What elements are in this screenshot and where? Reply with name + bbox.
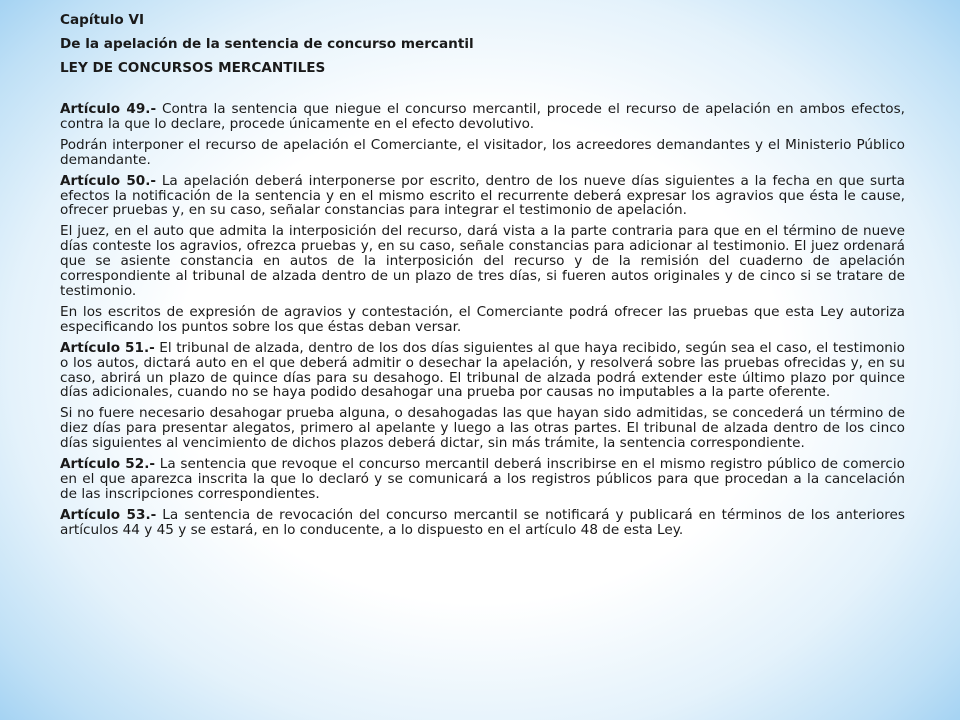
paragraph-text: Si no fuere necesario desahogar prueba alguna, o desahogadas las que hayan sido admitidas, se concederá un término de diez días para presentar alegatos, primero al apelante y luego a las otras partes. El tribunal de alzada dentro de los cinco días siguientes al vencimiento de dichos plazos deberá dictar, sin más trámite, la sentencia correspondiente.: [60, 405, 905, 452]
paragraph-text: La apelación deberá interponerse por escrito, dentro de los nueve días siguientes a la fecha en que surta efectos la notificación de la sentencia y en el mismo escrito el recurrente deberá expresar los agravios que ésta le cause, ofrecer pruebas y, en su caso, señalar constancias para integrar el testimonio de apelación.: [60, 172, 906, 219]
paragraph-text: El tribunal de alzada, dentro de los dos días siguientes al que haya recibido, según sea el caso, el testimonio o los autos, dictará auto en el que deberá admitir o desechar la apelación, y resolverá sobre las pruebas ofrecidas y, en su caso, abrirá un plazo de quince días para su desahogo. El tribunal de alzada podrá extender este último plazo por quince días adicionales, cuando no se haya podido desahogar una prueba por causas no imputables a la parte oferente.: [60, 339, 905, 401]
article-52-paragraph: [60, 457, 905, 502]
article-50-evidence-paragraph: [60, 305, 905, 335]
article-49-paragraph: [60, 102, 905, 132]
slide-content: [60, 12, 905, 712]
paragraph-text: La sentencia que revoque el concurso mercantil deberá inscribirse en el mismo registro público de comercio en el que aparezca inscrita la que lo declaró y se comunicará a los registros públicos para que procedan a la cancelación de las inscripciones correspondientes.: [60, 456, 905, 502]
article-label: Artículo 52.-: [60, 456, 156, 473]
paragraph-text: El juez, en el auto que admita la interposición del recurso, dará vista a la parte contraria para que en el término de nueve días conteste los agravios, ofrezca pruebas y, en su caso, señale constancias para adicionar al testimonio. El juez ordenará que se asiente constancia en autos de la interposición del recurso y de la remisión del cuaderno de apelación correspondiente al tribunal de alzada dentro de un plazo de tres días, si fueren autos originales y de cinco si se tratare de testimonio.: [60, 223, 905, 299]
paragraph-text: Podrán interponer el recurso de apelación el Comerciante, el visitador, los acreedores demandantes y el Ministerio Público demandante.: [60, 136, 905, 168]
law-title: LEY DE CONCURSOS MERCANTILES: [60, 60, 326, 76]
chapter-heading: Capítulo VI: [60, 12, 145, 28]
paragraph-text: Contra la sentencia que niegue el concurso mercantil, procede el recurso de apelación en ambos efectos, contra la que lo declare, procede únicamente en el efecto devolutivo.: [60, 101, 905, 132]
paragraph-text: La sentencia de revocación del concurso mercantil se notificará y publicará en términos de los anteriores artículos 44 y 45 y se estará, en lo conducente, a lo dispuesto en el artículo 48 de esta Ley.: [60, 506, 905, 538]
article-51-allegations-paragraph: [60, 406, 905, 451]
section-subtitle: De la apelación de la sentencia de concurso mercantil: [60, 36, 474, 52]
article-50-judge-paragraph: [60, 224, 905, 299]
article-51-paragraph: [60, 341, 905, 401]
article-50-paragraph: [60, 174, 905, 219]
article-53-paragraph: [60, 508, 905, 538]
paragraph-text: En los escritos de expresión de agravios y contestación, el Comerciante podrá ofrecer las pruebas que esta Ley autoriza especificando los puntos sobre los que éstas deban versar.: [60, 303, 905, 335]
article-label: Artículo 51.-: [60, 339, 155, 356]
article-label: Artículo 53.-: [60, 506, 157, 523]
article-label: Artículo 50.-: [60, 172, 157, 189]
article-49-appellants-paragraph: [60, 138, 905, 168]
article-label: Artículo 49.-: [60, 101, 157, 117]
